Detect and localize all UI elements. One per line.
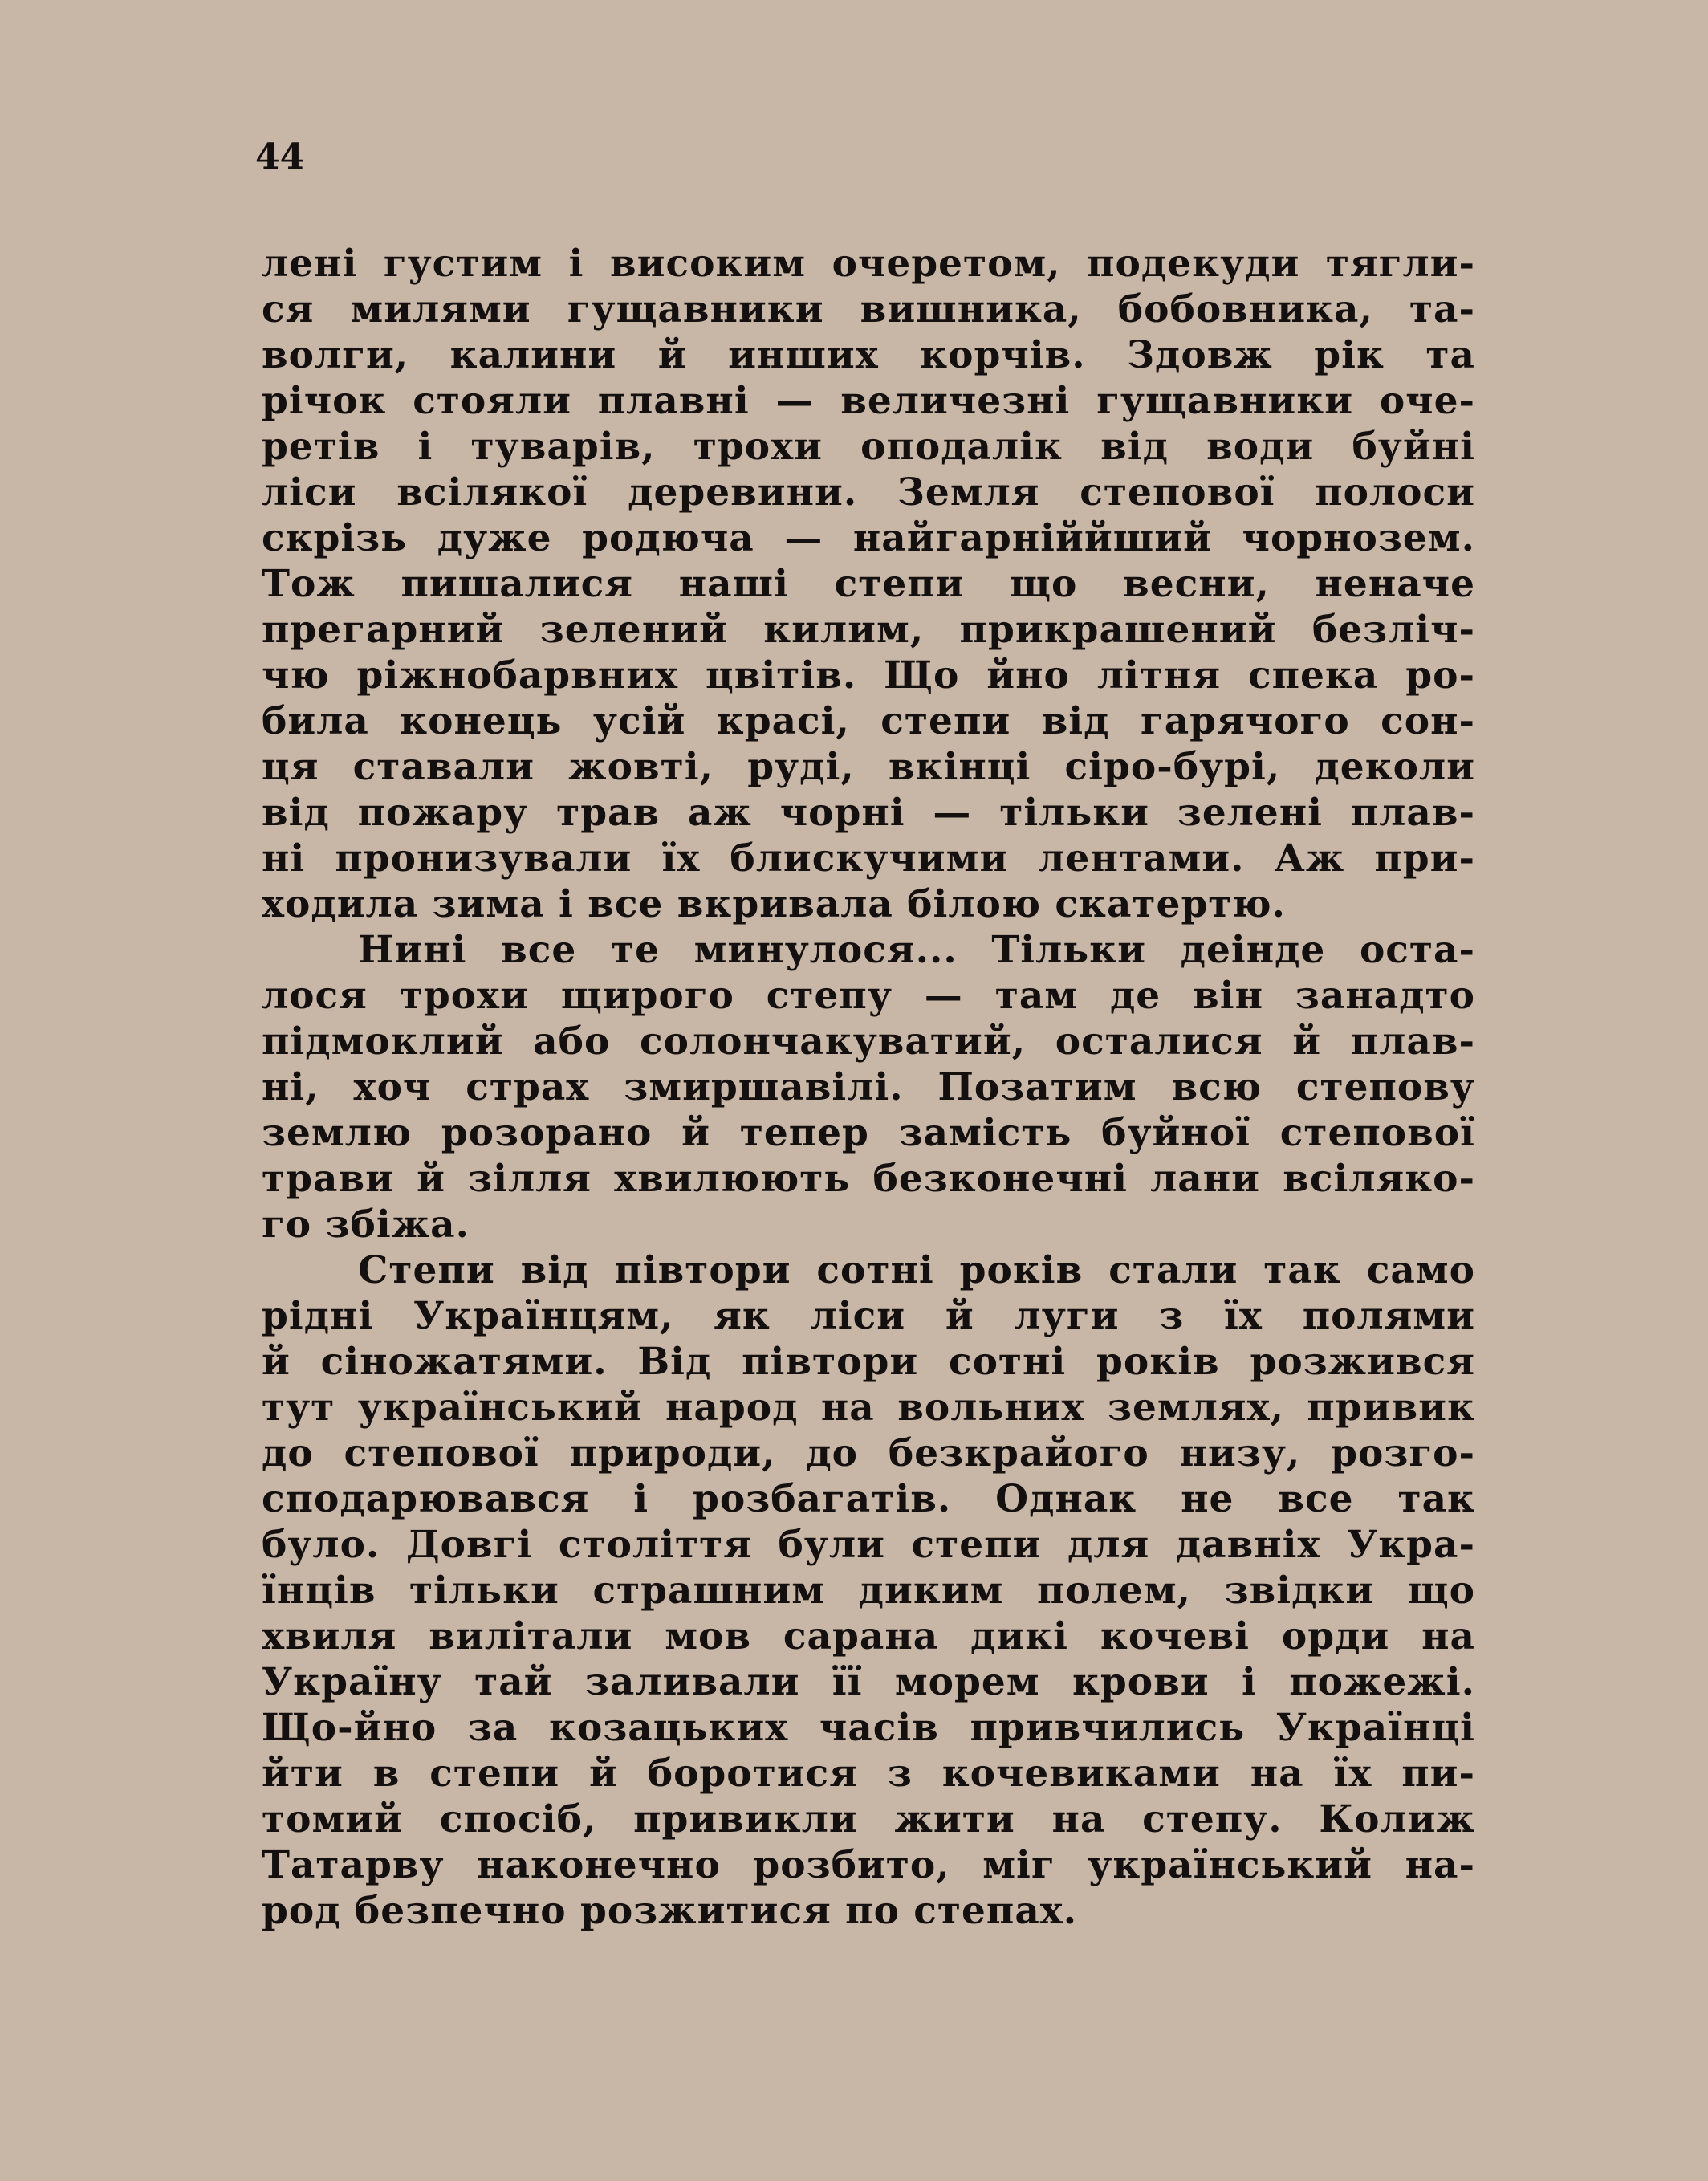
text-line: ні пронизували їх блискучими лентами. Аж при- xyxy=(262,836,1475,881)
text-line: го збіжа. xyxy=(262,1202,470,1247)
text-line: лені густим і високим очеретом, подекуди тягли- xyxy=(262,242,1475,286)
text-line: трави й зілля хвилюють безконечні лани всіляко- xyxy=(262,1157,1475,1201)
text-line: й сіножатями. Від півтори сотні років розжився xyxy=(262,1340,1475,1384)
text-line: ходила зима і все вкривала білою скатертю. xyxy=(262,882,1286,926)
text-line: сподарювався і розбагатів. Однак не все так xyxy=(262,1477,1475,1521)
text-line: річок стояли плавні — величезні гущавники оче- xyxy=(262,379,1475,423)
text-line: їнців тільки страшним диким полем, звідки що xyxy=(262,1569,1475,1613)
text-line: лося трохи щирого степу — там де він занадто xyxy=(262,974,1475,1018)
text-line: род безпечно розжитися по степах. xyxy=(262,1889,1078,1933)
page-number: 44 xyxy=(255,136,305,177)
text-line: Татарву наконечно розбито, міг український на- xyxy=(262,1843,1475,1887)
text-line: землю розорано й тепер замість буйної степової xyxy=(262,1111,1475,1155)
text-line: підмоклий або солончакуватий, осталися й плав- xyxy=(262,1019,1475,1064)
text-line: Що-йно за козацьких часів привчились Українці xyxy=(262,1706,1475,1750)
text-line: била конець усій красі, степи від гарячого сон- xyxy=(262,699,1475,743)
text-line: чю ріжнобарвних цвітів. Що йно літня спека ро- xyxy=(262,653,1475,698)
text-line: ні, хоч страх змиршавілі. Позатим всю степову xyxy=(262,1065,1475,1109)
text-line: йти в степи й боротися з кочевиками на їх пи- xyxy=(262,1752,1475,1796)
text-line: ретів і туварів, трохи оподалік від води буйні xyxy=(262,425,1475,469)
text-line: ся милями гущавники вишника, бобовника, та- xyxy=(262,287,1475,332)
text-line: Степи від півтори сотні років стали так само xyxy=(358,1248,1475,1292)
text-line: від пожару трав аж чорні — тільки зелені плав- xyxy=(262,791,1475,835)
text-line: рідні Українцям, як ліси й луги з їх полями xyxy=(262,1294,1475,1338)
body-text xyxy=(262,241,1475,1934)
text-line: було. Довгі століття були степи для давніх Укра- xyxy=(262,1523,1475,1567)
text-line: Нині все те минулося... Тільки деінде оста- xyxy=(358,928,1475,972)
text-line: волги, калини й инших корчів. Здовж рік та xyxy=(262,333,1475,377)
text-line: тут український народ на вольних землях, привик xyxy=(262,1386,1475,1430)
text-line: Тож пишалися наші степи що весни, неначе xyxy=(262,562,1475,606)
text-line: томий спосіб, привикли жити на степу. Колиж xyxy=(262,1797,1475,1841)
text-line: ліси всілякої деревини. Земля степової полоси xyxy=(262,470,1475,515)
text-line: ця ставали жовті, руді, вкінці сіро-бурі, деколи xyxy=(262,745,1475,789)
text-line: Україну тай заливали її морем крови і пожежі. xyxy=(262,1660,1475,1704)
text-line: хвиля вилітали мов сарана дикі кочеві орди на xyxy=(262,1614,1475,1658)
text-line: скрізь дуже родюча — найгарніййший чорнозем. xyxy=(262,516,1475,560)
text-line: до степової природи, до безкрайого низу, розго- xyxy=(262,1431,1475,1475)
text-line: прегарний зелений килим, прикрашений безліч- xyxy=(262,608,1475,652)
